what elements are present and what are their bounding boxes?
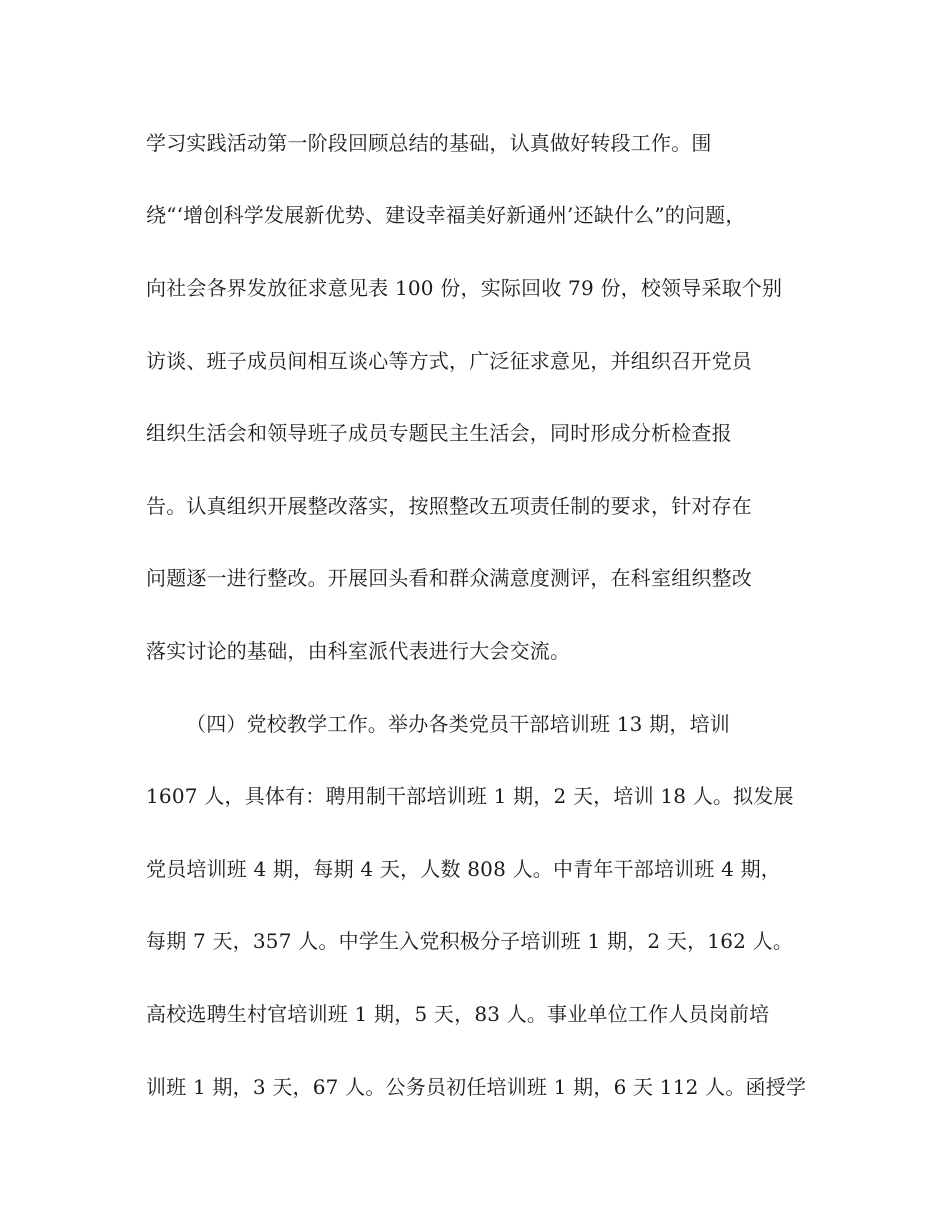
text-line-3: 向社会各界发放征求意见表 100 份，实际回收 79 份，校领导采取个别 — [146, 276, 783, 300]
section-heading-line: （四）党校教学工作。举办各类党员干部培训班 13 期，培训 — [186, 712, 730, 736]
text-line-2: 绕“‘增创科学发展新优势、建设幸福美好新通州’还缺什么”的问题， — [146, 203, 746, 227]
text-line-11: 党员培训班 4 期，每期 4 天，人数 808 人。中青年干部培训班 4 期， — [146, 857, 782, 881]
text-line-7: 问题逐一进行整改。开展回头看和群众满意度测评，在科室组织整改 — [146, 566, 752, 590]
text-line-12: 每期 7 天，357 人。中学生入党积极分子培训班 1 期，2 天，162 人。 — [146, 929, 794, 953]
text-line-13: 高校选聘生村官培训班 1 期，5 天，83 人。事业单位工作人员岗前培 — [146, 1002, 770, 1026]
text-line-4: 访谈、班子成员间相互谈心等方式，广泛征求意见，并组织召开党员 — [146, 349, 752, 373]
text-line-5: 组织生活会和领导班子成员专题民主生活会，同时形成分析检查报 — [146, 421, 732, 445]
text-line-8: 落实讨论的基础，由科室派代表进行大会交流。 — [146, 639, 571, 663]
text-line-1: 学习实践活动第一阶段回顾总结的基础，认真做好转段工作。围 — [146, 131, 712, 155]
text-line-14: 训班 1 期，3 天，67 人。公务员初任培训班 1 期，6 天 112 人。函授学 — [146, 1075, 807, 1099]
text-line-6: 告。认真组织开展整改落实，按照整改五项责任制的要求，针对存在 — [146, 494, 752, 518]
text-line-10: 1607 人，具体有：聘用制干部培训班 1 期，2 天，培训 18 人。拟发展 — [146, 784, 794, 808]
